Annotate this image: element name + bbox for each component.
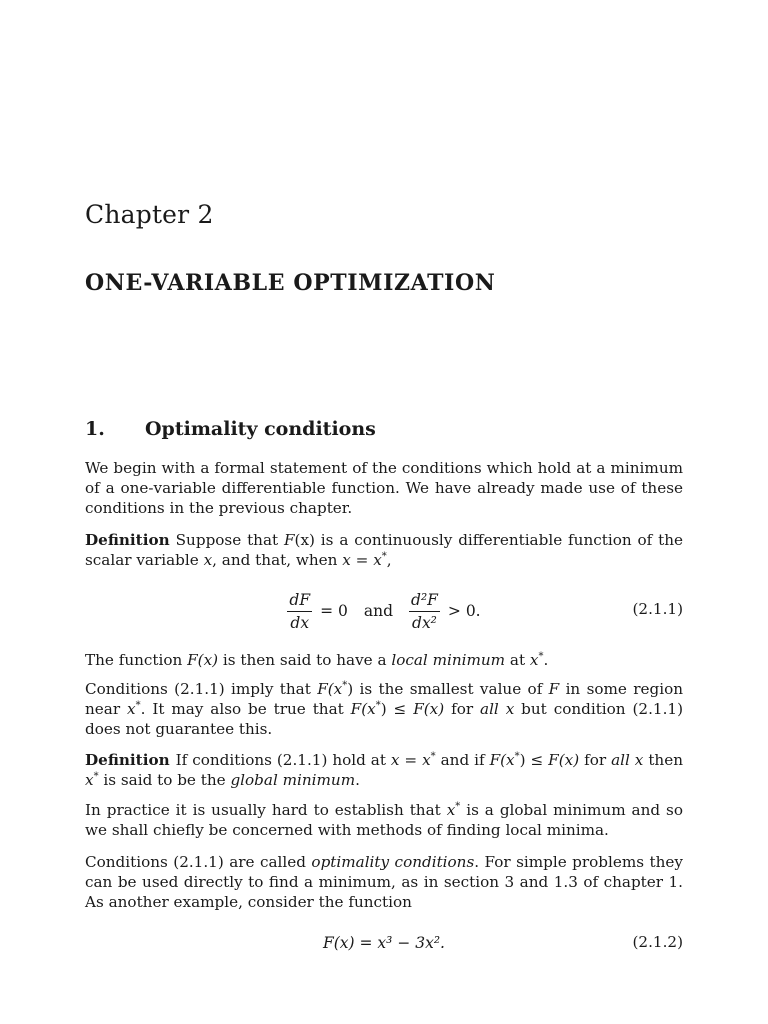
text-span: is a global minimum and so we shall chiefly be concerned with methods of finding local minima.: [85, 801, 683, 839]
fraction-d2F-dx2: [409, 591, 440, 632]
emphasis: optimality conditions: [311, 853, 475, 871]
math-span: F(x: [489, 751, 515, 769]
superscript: *: [342, 679, 348, 691]
paragraph-intro: [85, 458, 683, 518]
superscript: *: [538, 650, 544, 662]
text-span: .: [355, 771, 360, 789]
text-span: . For simple problems they can be used directly to find a minimum, as in section 3 and 1.3 of chapter 1. As another example, consider the function: [85, 853, 683, 911]
text-span: but condition (2.1.1) does not guarantee this.: [85, 700, 683, 738]
definition-term: Definition: [85, 751, 170, 769]
emphasis: all x: [480, 700, 515, 718]
math-span: F: [548, 680, 560, 698]
section-heading: [85, 418, 376, 440]
emphasis: all x: [611, 751, 644, 769]
text-span: then: [643, 751, 683, 769]
text-span: In practice it is usually hard to establish that: [85, 801, 447, 819]
text-span: and if: [435, 751, 490, 769]
equation-2-1-2: [85, 928, 683, 978]
superscript: *: [381, 550, 387, 562]
text-span: Suppose that: [175, 531, 284, 549]
superscript: *: [514, 750, 520, 762]
math-span: x: [446, 801, 456, 819]
superscript: *: [455, 800, 461, 812]
superscript: *: [135, 699, 141, 711]
text-span: (x) is a continuously differentiable function of the scalar variable: [85, 531, 683, 569]
equation-number: (2.1.1): [632, 600, 683, 618]
and-word: and: [363, 602, 394, 620]
fraction-numerator: d²F: [411, 590, 438, 609]
text-span: Conditions (2.1.1) imply that: [85, 680, 318, 698]
text-span: The function: [85, 651, 188, 669]
definition-local-minimum: [85, 530, 683, 570]
text-span: .: [543, 651, 549, 669]
equation-number: (2.1.2): [632, 933, 683, 951]
paragraph-intro-text: We begin with a formal statement of the conditions which hold at a minimum of a one-variable differentiable function. We have already made use of these conditions in the previous chapter.: [85, 459, 683, 517]
text-span: , and that, when: [212, 551, 343, 569]
math-span: x: [203, 551, 213, 569]
fraction-dF-dx: [287, 591, 312, 632]
text-span: . It may also be true that: [140, 700, 351, 718]
emphasis: global minimum: [230, 771, 356, 789]
text-span: is said to be the: [98, 771, 231, 789]
math-span: x = x: [342, 551, 382, 569]
paragraph-in-practice: [85, 800, 683, 840]
text-span: If conditions (2.1.1) hold at: [175, 751, 391, 769]
fraction-denominator: dx: [290, 613, 310, 632]
fraction-bar: [287, 611, 312, 612]
equation-expression: F(x) = x³ − 3x².: [323, 934, 445, 952]
fraction-bar: [409, 611, 440, 612]
superscript: *: [430, 750, 436, 762]
math-span: F(x: [317, 680, 343, 698]
equals-zero: = 0: [320, 602, 348, 620]
text-span: for: [444, 700, 481, 718]
paragraph-optimality-conditions: [85, 852, 683, 912]
chapter-title: ONE-VARIABLE OPTIMIZATION: [85, 270, 496, 296]
text-span: is then said to have a: [218, 651, 392, 669]
math-span: x: [127, 700, 136, 718]
math-span: F(x): [413, 700, 445, 718]
math-span: F(x): [187, 651, 219, 669]
text-span: for: [579, 751, 612, 769]
section-title: Optimality conditions: [145, 418, 376, 440]
text-span: ) ≤: [380, 700, 414, 718]
text-span: Conditions (2.1.1) are called: [85, 853, 312, 871]
chapter-label: Chapter 2: [85, 200, 214, 229]
superscript: *: [93, 770, 99, 782]
math-span: x: [529, 651, 539, 669]
math-span: F(x: [350, 700, 376, 718]
text-span: at: [505, 651, 530, 669]
equation-2-1-1: [85, 586, 683, 636]
text-span: in some region near: [85, 680, 683, 718]
text-span: ) is the smallest value of: [347, 680, 549, 698]
fraction-denominator: dx²: [412, 613, 437, 632]
paragraph-conditions-imply: [85, 679, 683, 739]
paragraph-local-minimum: [85, 650, 683, 670]
math-span: x: [85, 771, 94, 789]
greater-than-zero: > 0.: [447, 602, 481, 620]
text-span: ,: [386, 551, 392, 569]
section-number: 1.: [85, 418, 105, 440]
superscript: *: [375, 699, 381, 711]
emphasis: local minimum: [391, 651, 506, 669]
fraction-numerator: dF: [289, 590, 311, 609]
math-span: x = x: [390, 751, 431, 769]
text-span: ) ≤: [519, 751, 549, 769]
definition-term: Definition: [85, 531, 170, 549]
math-span: F(x): [548, 751, 580, 769]
definition-global-minimum: [85, 750, 683, 790]
math-span: F: [283, 531, 295, 549]
